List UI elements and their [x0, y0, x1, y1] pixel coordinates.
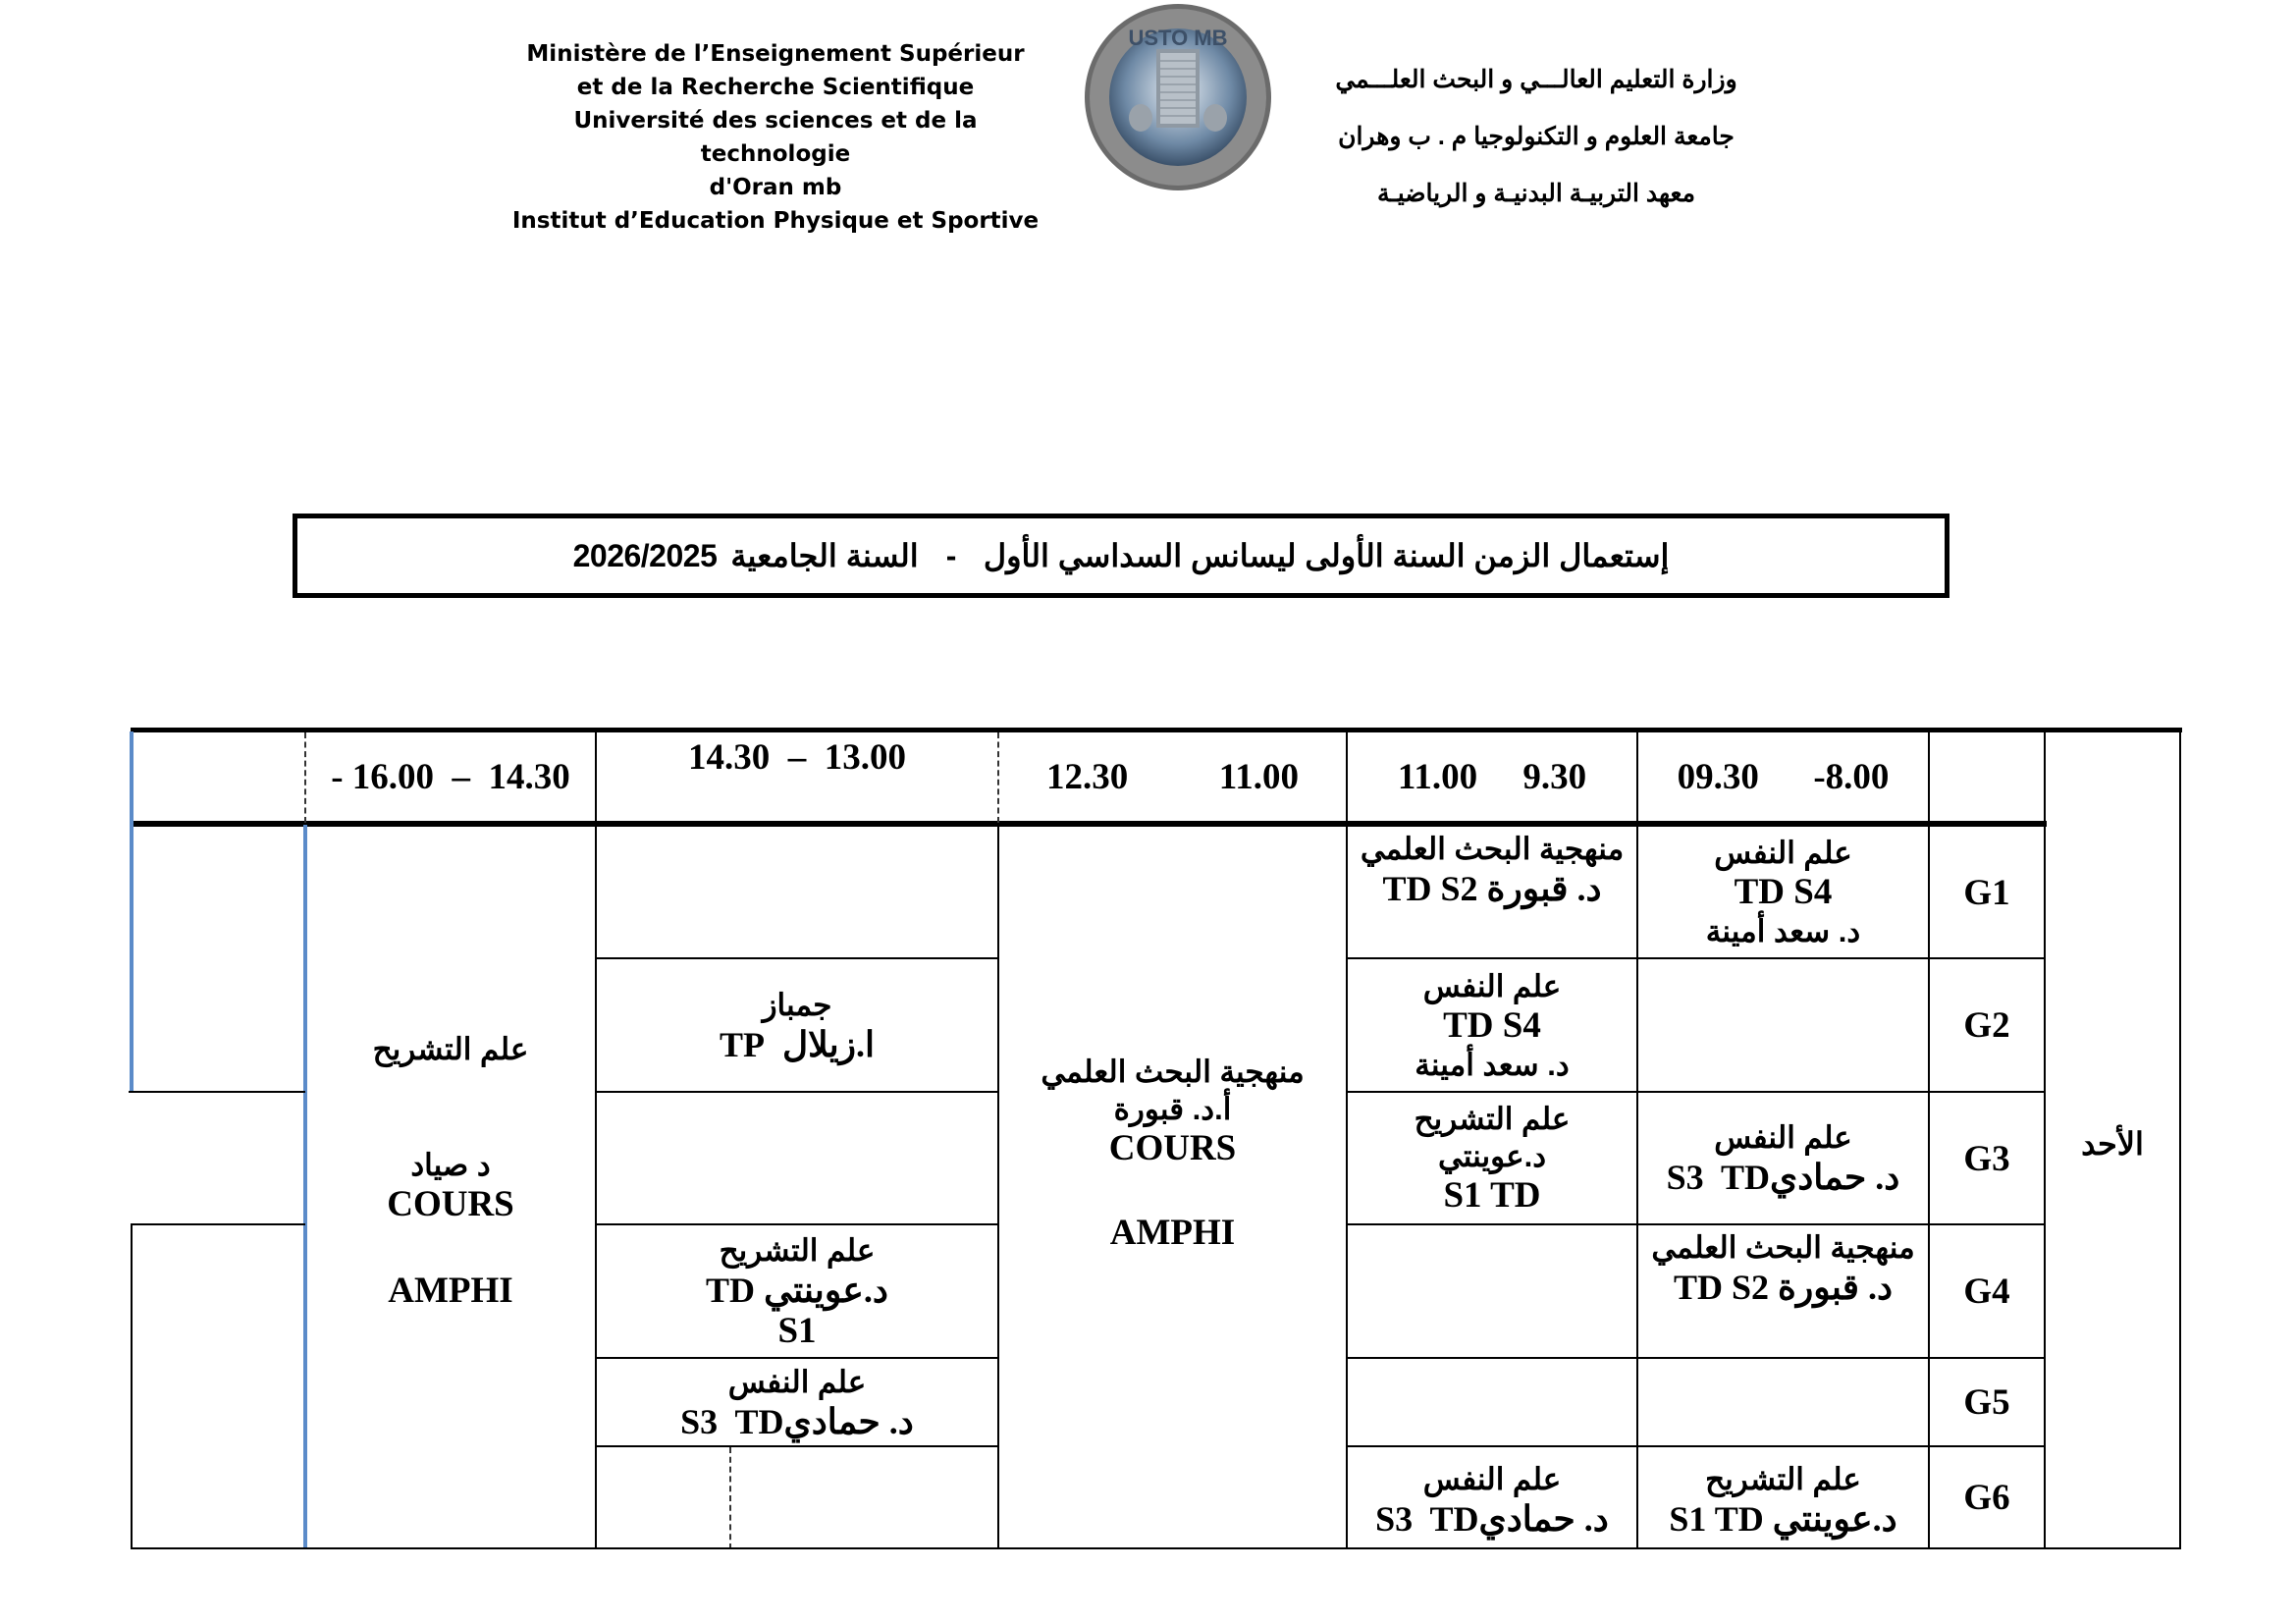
subject: علم النفس: [1714, 1120, 1852, 1155]
subject: علم النفس: [1714, 836, 1852, 870]
session-g5-slot4[interactable]: [596, 1359, 998, 1446]
room: AMPHI: [388, 1271, 513, 1311]
university-seal-logo: [1080, 2, 1276, 193]
subject: علم النفس: [727, 1364, 867, 1399]
row-divider: [131, 1223, 305, 1225]
teacher: أ.د. قبورة: [1113, 1092, 1232, 1126]
time-slot-5: - 16.00 – 14.30: [331, 756, 570, 797]
time-slot-1: 09.30 -8.00: [1677, 756, 1890, 797]
group-label-g1: G1: [1963, 872, 2010, 913]
subject: منهجية البحث العلمي: [1041, 1055, 1305, 1089]
header-fr-line-2: et de la Recherche Scientifique: [576, 75, 975, 100]
session-g1-slot1[interactable]: [1637, 827, 1929, 958]
room: S1: [777, 1310, 817, 1351]
teacher: د.عوينتي: [1437, 1139, 1547, 1173]
session-type: S1 TD: [1443, 1175, 1541, 1216]
title-separator: -: [945, 537, 956, 573]
session-type: COURS: [387, 1184, 514, 1224]
session-g1-slot2[interactable]: [1347, 827, 1637, 925]
session-g6-slot1[interactable]: [1637, 1447, 1929, 1547]
logo-text: USTO MB: [1128, 26, 1228, 50]
subject: علم التشريح: [1705, 1462, 1861, 1496]
session-detail: ا.زيلال TP: [719, 1024, 876, 1064]
session-detail: د. حماديS3 TD: [680, 1401, 914, 1441]
session-g4-slot1[interactable]: [1637, 1225, 1929, 1324]
subject: منهجية البحث العلمي: [1651, 1230, 1915, 1265]
session-detail: د. قبورة TD S2: [1382, 869, 1602, 908]
schedule-title: إستعمال الزمن السنة الأولى ليسانس السداسي الأول: [983, 538, 1670, 573]
header-fr-line-4: d'Oran mb: [709, 175, 842, 200]
session-g3-slot2[interactable]: [1347, 1093, 1637, 1224]
group-label-g2: G2: [1963, 1005, 2010, 1046]
time-slot-2: 11.00 9.30: [1397, 756, 1587, 797]
table-bottom-border: [1347, 1547, 1637, 1549]
session-cours-slot3[interactable]: [998, 1021, 1347, 1286]
session-type: TD S4: [1443, 1004, 1541, 1046]
teacher: د. سعد أمينة: [1415, 1047, 1570, 1082]
session-cours-slot5[interactable]: [305, 1031, 596, 1355]
group-label-g4: G4: [1963, 1272, 2010, 1312]
session-g3-slot1[interactable]: [1637, 1093, 1929, 1224]
header-fr-line-1: Ministère de l’Enseignement Supérieur: [526, 41, 1025, 67]
header-fr-line-3: Université des sciences et de la technologie: [573, 108, 978, 167]
session-g2-slot4[interactable]: [596, 959, 998, 1092]
left-accent-border: [130, 731, 133, 1093]
ministry-header-ar: [1315, 51, 1757, 222]
subject: علم النفس: [1422, 968, 1562, 1003]
session-detail: د. حماديS3 TD: [1375, 1499, 1609, 1539]
group-label-g6: G6: [1963, 1477, 2010, 1518]
day-label: الأحد: [2081, 1126, 2144, 1162]
session-g2-slot2[interactable]: [1347, 959, 1637, 1092]
session-type: TD S4: [1734, 872, 1833, 912]
row-divider: [129, 1091, 305, 1093]
subject: علم التشريح: [719, 1232, 876, 1268]
session-detail: د.عوينتي TD: [706, 1270, 888, 1310]
teacher: د. سعد أمينة: [1705, 914, 1861, 948]
left-box-border: [131, 1224, 133, 1549]
subject: منهجية البحث العلمي: [1360, 832, 1625, 866]
academic-year: 2026/2025: [572, 537, 718, 573]
subject: علم التشريح: [1414, 1102, 1571, 1136]
group-label-g5: G5: [1963, 1382, 2010, 1423]
session-g6-slot2[interactable]: [1347, 1447, 1637, 1547]
subject: علم النفس: [1422, 1462, 1562, 1496]
header-ar-line-1: وزارة التعليم العالـــي و البحث العلـــمي: [1335, 66, 1737, 93]
session-g4-slot4[interactable]: [596, 1225, 998, 1358]
header-fr-line-5: Institut d’Education Physique et Sportive: [511, 208, 1040, 234]
teacher: د صياد: [410, 1148, 491, 1182]
time-slot-3: 12.30 11.00: [1046, 756, 1299, 797]
university-seal-icon: [1080, 2, 1276, 193]
session-type: COURS: [1108, 1128, 1237, 1168]
table-bottom-border: [131, 1547, 1348, 1549]
session-detail: د. حماديS3 TD: [1666, 1158, 1900, 1197]
time-slot-4: 14.30 – 13.00: [688, 736, 906, 778]
subject: علم التشريح: [372, 1032, 529, 1066]
group-label-g3: G3: [1963, 1138, 2010, 1179]
academic-year-label: السنة الجامعية: [730, 538, 919, 573]
ministry-header-fr: [510, 37, 1041, 238]
g6-split-divider: [729, 1447, 731, 1549]
table-bottom-border: [1637, 1547, 2181, 1549]
header-ar-line-2: جامعة العلوم و التكنولوجيا م . ب وهران: [1338, 123, 1735, 150]
session-detail: د. قبورة TD S2: [1674, 1268, 1893, 1307]
header-ar-line-3: معهد التربيـة البدنيـة و الرياضيـة: [1377, 180, 1695, 207]
session-detail: د.عوينتي S1 TD: [1669, 1499, 1897, 1539]
subject: جمباز: [762, 987, 832, 1022]
schedule-title-box: [293, 514, 1949, 598]
room: AMPHI: [1109, 1213, 1236, 1253]
